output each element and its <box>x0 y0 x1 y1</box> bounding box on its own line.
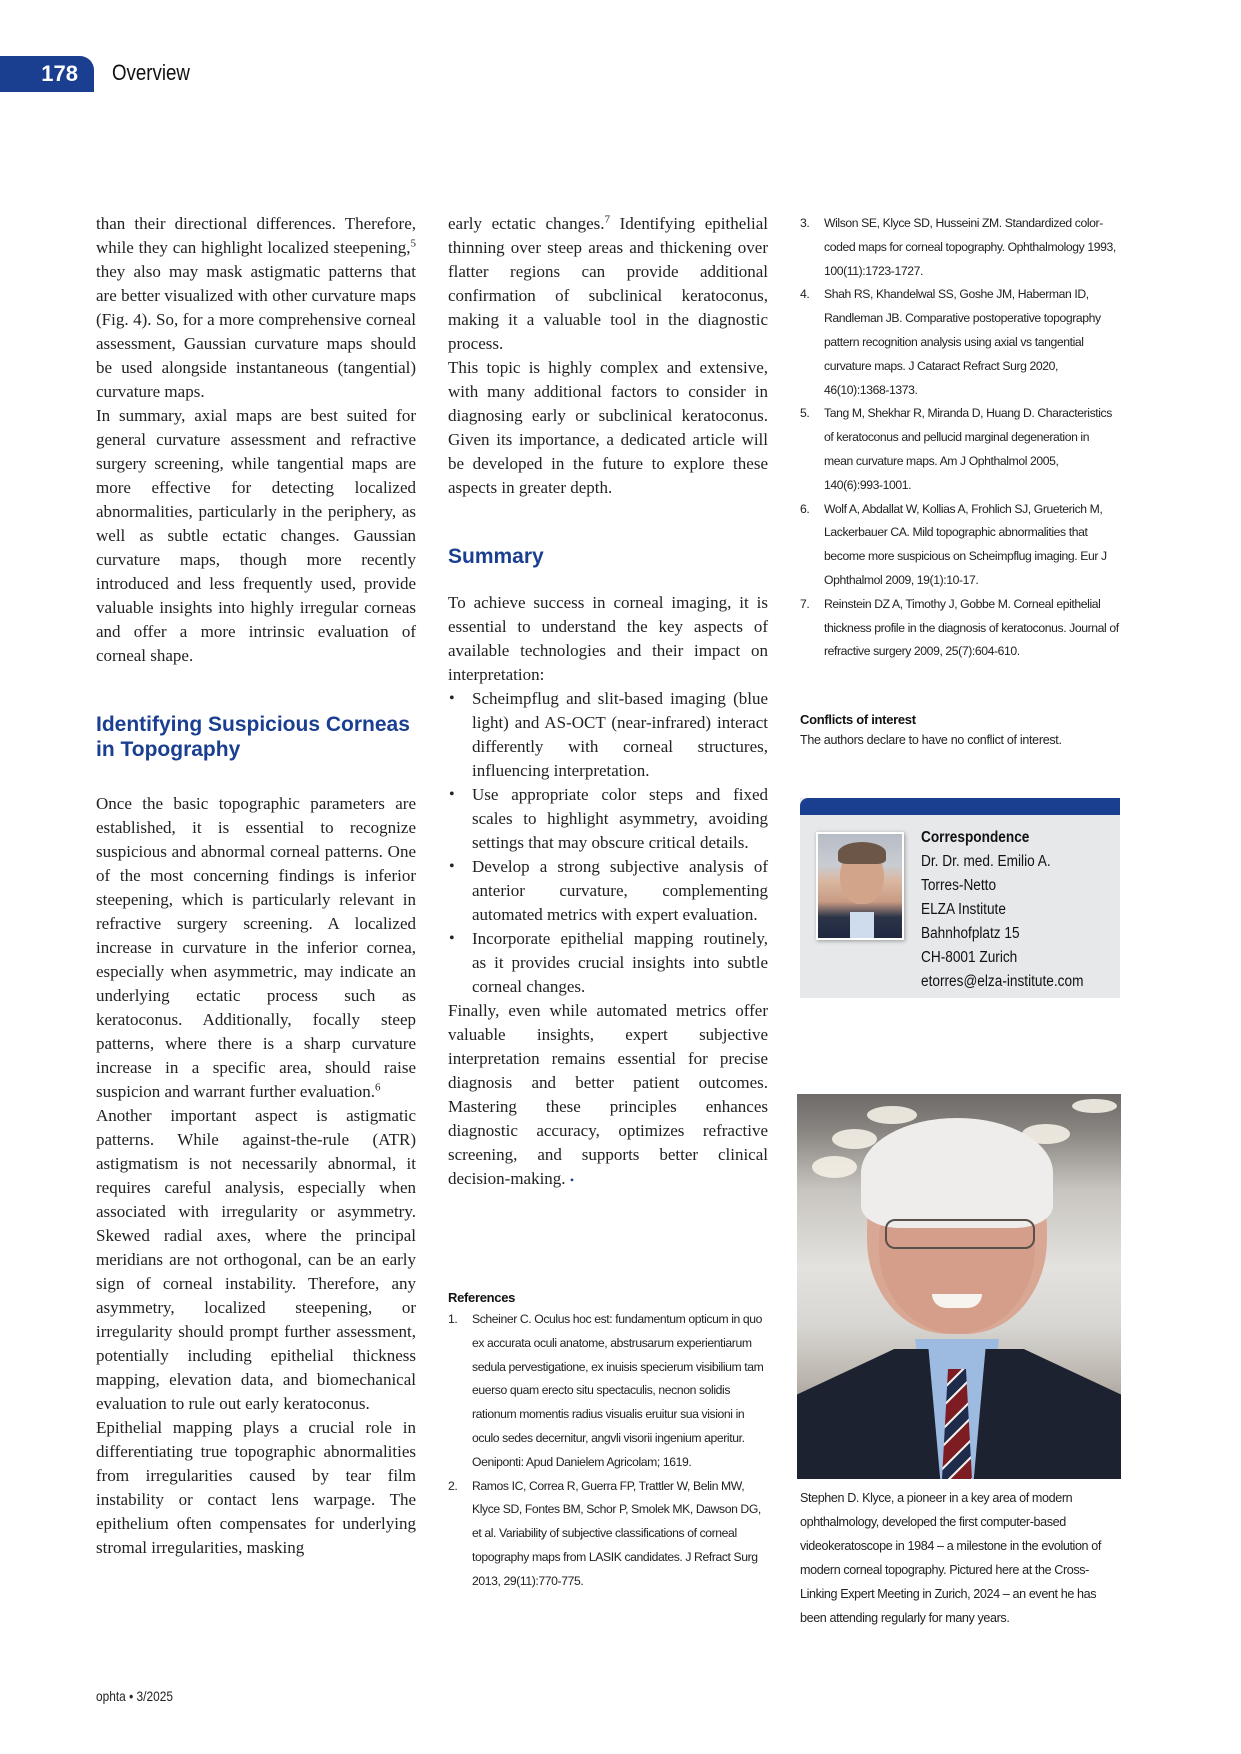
paragraph: early ectatic changes.$^7$ Identifying epithelial thinning over steep areas and thickening over flatter regions can provide additional confirmation of subclinical keratoconus, making it a valuable tool in the diagnostic process. <box>448 213 768 353</box>
page-footer: ophta • 3/2025 <box>96 1688 173 1704</box>
correspondence-details <box>921 826 1083 994</box>
klyce-portrait-photo <box>797 1094 1121 1479</box>
correspondence-title: Correspondence <box>921 829 1030 846</box>
reference-item: 6. Wolf A, Abdallat W, Kollias A, Frohlich SJ, Grueterich M, Lackerbauer CA. Mild topographic abnormalities that become more suspicious on Scheimpflug imaging. Eur J Ophthalmol 2009, 19(1):10-17. <box>800 501 1107 587</box>
summary-bullet-list <box>448 687 768 999</box>
bullet-item: • Scheimpflug and slit-based imaging (blue light) and AS-OCT (near-infrared) interact differently with corneal structures, influencing interpretation. <box>448 687 768 783</box>
bullet-item: • Use appropriate color steps and fixed scales to highlight asymmetry, avoiding settings that may obscure critical details. <box>448 783 768 855</box>
paragraph: Another important aspect is astigmatic patterns. While against-the-rule (ATR) astigmatism is not necessarily abnormal, it requires careful analysis, especially when associated with irregularity or asymmetry. Skewed radial axes, where the principal meridians are not orthogonal, can be an early sign of corneal instability. Therefore, any asymmetry, localized steepening, or irregularity should prompt further assessment, potentially including epithelial thickness mapping, elevation data, and biomechanical evaluation to rule out early keratoconus. <box>96 1106 416 1413</box>
page-number: 178 <box>41 61 78 86</box>
end-mark-icon: • <box>569 1173 575 1187</box>
column-1 <box>96 212 416 1560</box>
reference-item: 5. Tang M, Shekhar R, Miranda D, Huang D. Characteristics of keratoconus and pellucid marginal degeneration in mean curvature maps. Am J Ophthalmol 2005, 140(6):993-1001. <box>800 406 1112 492</box>
column-2 <box>448 212 768 1588</box>
reference-item: 3. Wilson SE, Klyce SD, Husseini ZM. Standardized color-coded maps for corneal topography. Ophthalmology 1993, 100(11):1723-1727. <box>800 216 1116 278</box>
conflicts-title: Conflicts of interest <box>800 712 916 728</box>
intro-text <box>96 212 416 668</box>
institute: ELZA Institute <box>921 901 1006 918</box>
street-address: Bahnhofplatz 15 <box>921 925 1020 942</box>
bullet-item: • Develop a strong subjective analysis of anterior curvature, complementing automated metrics with expert evaluation. <box>448 855 768 927</box>
paragraph: than their directional differences. Therefore, while they can highlight localized steepening,$^5$ they also may mask astigmatic patterns that are better visualized with other curvature maps (Fig. 4). So, for a more comprehensive corneal assessment, Gaussian curvature maps should be used alongside instantaneous (tangential) curvature maps. <box>96 214 416 401</box>
heading-suspicious-corneas: Identifying Suspicious Corneas in Topography <box>96 713 410 761</box>
references-list <box>448 1308 768 1594</box>
column-3 <box>800 212 1120 750</box>
summary-closing: Finally, even while automated metrics offer valuable insights, expert subjective interpretation remains essential for precise diagnosis and better patient outcomes. Mastering these principles enhances diagnostic accuracy, optimizes refractive screening, and supports better clinical decision-making. • <box>448 1001 768 1188</box>
page-number-tab <box>0 56 94 92</box>
paragraph: Once the basic topographic parameters are established, it is essential to recognize suspicious and abnormal corneal patterns. One of the most concerning findings is inferior steepening, which is particularly relevant in refractive surgery screening. A localized increase in curvature in the inferior cornea, especially when asymmetric, may indicate an underlying ectatic process such as keratoconus. Additionally, focally steep patterns, where there is a sharp curvature increase in a specific area, should raise suspicion and warrant further evaluation.$^6$ <box>96 794 416 1101</box>
correspondence-box <box>800 798 1120 998</box>
reference-item: 4. Shah RS, Khandelwal SS, Goshe JM, Haberman ID, Randleman JB. Comparative postoperative topography pattern recognition analysis using axial vs tangential curvature maps. J Cataract Refract Surg 2020, 46(10):1368-1373. <box>800 287 1101 397</box>
references-title: References <box>448 1290 516 1305</box>
city: CH-8001 Zurich <box>921 949 1018 966</box>
paragraph: Epithelial mapping plays a crucial role in differentiating true topographic abnormalities from irregularities caused by tear film instability or contact lens warpage. The epithelium often compensates for underlying stromal irregularities, masking <box>96 1418 416 1557</box>
conflicts-section <box>800 710 1120 750</box>
summary-text <box>448 591 768 1192</box>
bullet-item: • Incorporate epithelial mapping routinely, as it provides crucial insights into subtle corneal changes. <box>448 927 768 999</box>
continued-text <box>448 212 768 500</box>
paragraph: In summary, axial maps are best suited for general curvature assessment and refractive surgery screening, while tangential maps are more effective for detecting localized abnormalities, particularly in the periphery, as well as subtle ectatic changes. Gaussian curvature maps, though more recently introduced and less frequently used, provide valuable insights into highly irregular corneas and offer a more intrinsic evaluation of corneal shape. <box>96 406 416 665</box>
author-name-line-1: Dr. Dr. med. Emilio A. <box>921 853 1051 870</box>
references-section <box>448 1288 768 1594</box>
reference-item: 1. Scheiner C. Oculus hoc est: fundamentum opticum in quo ex accurata oculi anatome, abstrusarum experientiarum sedula pervestigatione, ex inuisis specierum visibilium tam euerso quam erecto situ spectaculis, necnon solidis rationum momentis radius visualis eruitur sua visioni in oculo sedes decernitur, angvli visorii ingenium aperitur. Oeniponti: Apud Danielem Agricolam; 1619. <box>448 1312 764 1469</box>
email-link[interactable]: etorres@elza-institute.com <box>921 973 1084 990</box>
section-title: Overview <box>112 60 190 85</box>
paragraph: This topic is highly complex and extensive, with many additional factors to consider in diagnosing early or subclinical keratoconus. Given its importance, a dedicated article will be developed in the future to explore these aspects in greater depth. <box>448 358 768 497</box>
author-photo <box>816 832 904 940</box>
suspicious-corneas-text <box>96 792 416 1560</box>
author-name-line-2: Torres-Netto <box>921 877 997 894</box>
reference-item: 7. Reinstein DZ A, Timothy J, Gobbe M. Corneal epithelial thickness profile in the diagnosis of keratoconus. Journal of refractive surgery 2009, 25(7):604-610. <box>800 596 1119 659</box>
conflicts-text: The authors declare to have no conflict of interest. <box>800 733 1062 748</box>
references-list-continued <box>800 212 1120 664</box>
heading-summary: Summary <box>448 545 544 568</box>
reference-item: 2. Ramos IC, Correa R, Guerra FP, Trattler W, Belin MW, Klyce SD, Fontes BM, Schor P, Smolek MK, Dawson DG, et al. Variability of subjective classifications of corneal topography maps from LASIK candidates. J Refract Surg 2013, 29(11):770-775. <box>448 1478 761 1588</box>
correspondence-header-bar <box>800 798 1120 815</box>
summary-intro: To achieve success in corneal imaging, it is essential to understand the key aspects of available technologies and their impact on interpretation: <box>448 593 768 684</box>
photo-caption: Stephen D. Klyce, a pioneer in a key area of modern ophthalmology, developed the first computer-based videokeratoscope in 1984 – a milestone in the evolution of modern corneal topography. Pictured here at the Cross-Linking Expert Meeting in Zurich, 2024 – an event he has been attending regularly for many years. <box>800 1491 1101 1625</box>
